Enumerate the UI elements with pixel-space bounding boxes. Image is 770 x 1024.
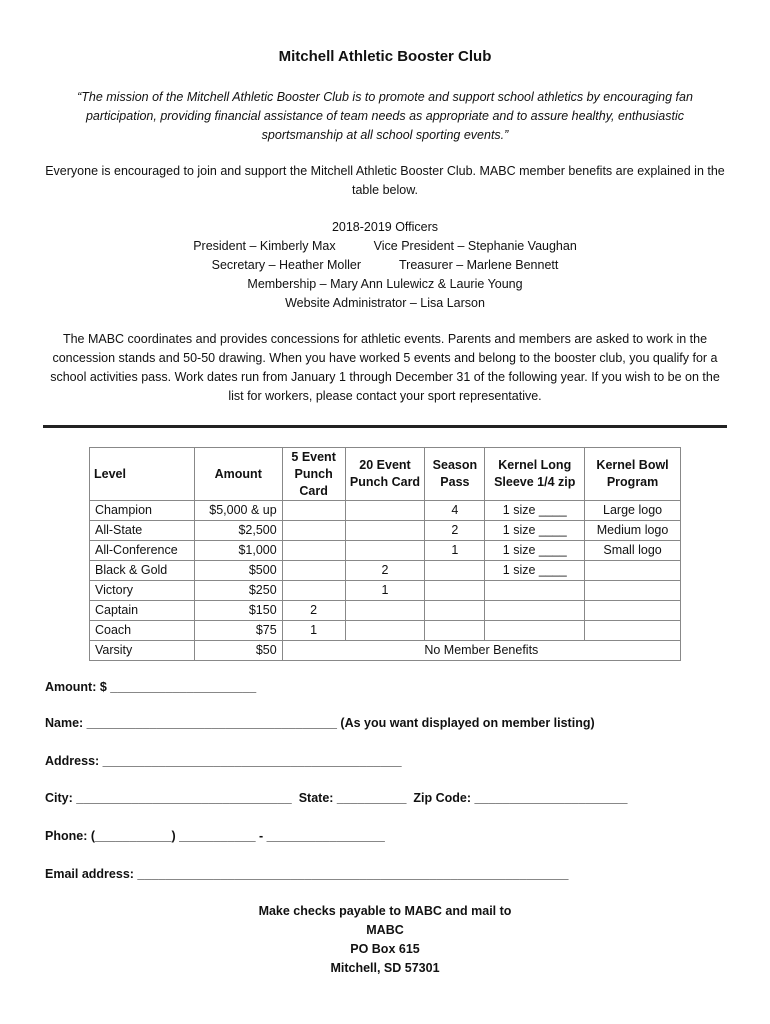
cell-20-event [345, 521, 425, 541]
cell-5-event: 1 [282, 621, 345, 641]
cell-amount: $250 [194, 581, 282, 601]
mail-line-payable: Make checks payable to MABC and mail to [258, 904, 512, 918]
cell-season-pass [425, 601, 485, 621]
cell-bowl-program: Small logo [585, 541, 681, 561]
cell-bowl-program: Medium logo [585, 521, 681, 541]
cell-amount: $150 [194, 601, 282, 621]
officer-membership: Membership – Mary Ann Lulewicz & Laurie Young [247, 277, 523, 291]
table-row [90, 501, 681, 521]
cell-long-sleeve: 1 size ____ [485, 501, 585, 521]
officers-block [0, 218, 770, 313]
cell-5-event: 2 [282, 601, 345, 621]
table-row [90, 641, 681, 661]
cell-bowl-program [585, 621, 681, 641]
cell-level: All-Conference [90, 541, 195, 561]
cell-5-event [282, 581, 345, 601]
table-row [90, 561, 681, 581]
section-divider [43, 425, 727, 428]
membership-levels-table [89, 447, 681, 661]
mission-statement: “The mission of the Mitchell Athletic Booster Club is to promote and support school athletics by encouraging fan participation, providing financial assistance of team needs as appropriate and to assure healthy, enthusiastic sportsmanship at all school sporting events.” [77, 90, 693, 142]
cell-long-sleeve [485, 581, 585, 601]
cell-level: Varsity [90, 641, 195, 661]
header-5-event-punch-card: 5 Event Punch Card [282, 448, 345, 501]
cell-5-event [282, 541, 345, 561]
table-row [90, 541, 681, 561]
cell-5-event [282, 501, 345, 521]
cell-amount: $2,500 [194, 521, 282, 541]
header-level: Level [90, 448, 195, 501]
cell-level: Captain [90, 601, 195, 621]
cell-season-pass: 1 [425, 541, 485, 561]
header-20-event-punch-card: 20 Event Punch Card [345, 448, 425, 501]
table-row [90, 621, 681, 641]
cell-20-event: 2 [345, 561, 425, 581]
cell-season-pass [425, 621, 485, 641]
header-kernel-long-sleeve: Kernel Long Sleeve 1/4 zip [485, 448, 585, 501]
header-kernel-bowl-program: Kernel Bowl Program [585, 448, 681, 501]
officer-treasurer: Treasurer – Marlene Bennett [399, 258, 559, 272]
cell-no-benefits: No Member Benefits [282, 641, 680, 661]
cell-amount: $1,000 [194, 541, 282, 561]
cell-level: Coach [90, 621, 195, 641]
cell-amount: $5,000 & up [194, 501, 282, 521]
name-field[interactable]: Name: ____________________________________ (As you want displayed on member listing) [45, 716, 595, 730]
table-row [90, 581, 681, 601]
table-row [90, 601, 681, 621]
cell-5-event [282, 521, 345, 541]
mail-line-recipient: MABC [366, 923, 404, 937]
table-header-row [90, 448, 681, 501]
cell-5-event [282, 561, 345, 581]
table-row [90, 521, 681, 541]
cell-amount: $50 [194, 641, 282, 661]
cell-20-event [345, 621, 425, 641]
cell-season-pass [425, 581, 485, 601]
cell-bowl-program [585, 561, 681, 581]
header-season-pass: Season Pass [425, 448, 485, 501]
cell-long-sleeve: 1 size ____ [485, 541, 585, 561]
cell-bowl-program [585, 581, 681, 601]
phone-field[interactable]: Phone: (___________) ___________ - _________________ [45, 829, 385, 843]
cell-long-sleeve: 1 size ____ [485, 521, 585, 541]
cell-long-sleeve [485, 621, 585, 641]
cell-20-event [345, 601, 425, 621]
mail-line-city: Mitchell, SD 57301 [330, 961, 440, 975]
cell-amount: $75 [194, 621, 282, 641]
cell-amount: $500 [194, 561, 282, 581]
cell-level: Black & Gold [90, 561, 195, 581]
amount-field[interactable]: Amount: $ _____________________ [45, 680, 257, 694]
officer-vice-president: Vice President – Stephanie Vaughan [373, 239, 577, 253]
cell-level: Victory [90, 581, 195, 601]
cell-season-pass: 2 [425, 521, 485, 541]
email-field[interactable]: Email address: ______________________________________________________________ [45, 867, 569, 881]
city-state-zip-field[interactable]: City: _______________________________ State: __________ Zip Code: ______________________ [45, 791, 628, 805]
cell-20-event [345, 541, 425, 561]
officers-heading: 2018-2019 Officers [331, 220, 439, 234]
concessions-paragraph: The MABC coordinates and provides concessions for athletic events. Parents and members are asked to work in the concession stands and 50-50 drawing. When you have worked 5 events and belong to the booster club, you qualify for a school activities pass. Work dates run from January 1 through December 31 of the following year. If you wish to be on the list for workers, please contact your sport representative. [50, 332, 720, 403]
cell-bowl-program: Large logo [585, 501, 681, 521]
cell-20-event: 1 [345, 581, 425, 601]
cell-long-sleeve: 1 size ____ [485, 561, 585, 581]
cell-level: Champion [90, 501, 195, 521]
page-title: Mitchell Athletic Booster Club [278, 48, 492, 65]
address-field[interactable]: Address: ___________________________________________ [45, 754, 402, 768]
intro-paragraph: Everyone is encouraged to join and support the Mitchell Athletic Booster Club. MABC member benefits are explained in the table below. [45, 164, 725, 197]
cell-season-pass: 4 [425, 501, 485, 521]
officer-secretary: Secretary – Heather Moller [211, 258, 362, 272]
cell-20-event [345, 501, 425, 521]
cell-level: All-State [90, 521, 195, 541]
officer-website: Website Administrator – Lisa Larson [285, 296, 485, 310]
cell-bowl-program [585, 601, 681, 621]
mailing-instructions [0, 902, 770, 978]
cell-long-sleeve [485, 601, 585, 621]
officer-president: President – Kimberly Max [193, 239, 336, 253]
mail-line-po-box: PO Box 615 [350, 942, 420, 956]
cell-season-pass [425, 561, 485, 581]
header-amount: Amount [194, 448, 282, 501]
